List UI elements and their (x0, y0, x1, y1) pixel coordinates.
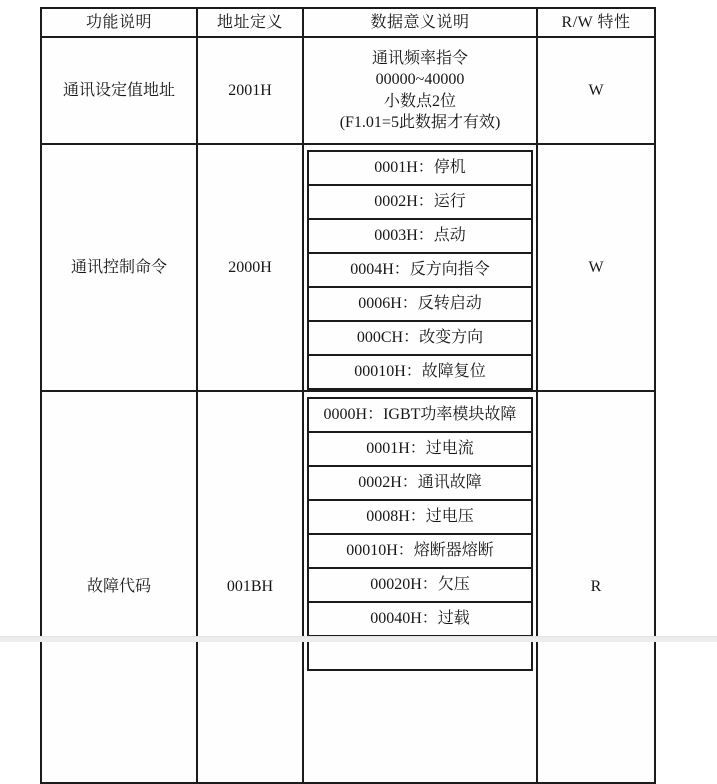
cell-address: 2001H (198, 38, 304, 143)
cell-function-name: 通讯设定值地址 (42, 38, 198, 143)
cell-rw-flag: R (590, 578, 602, 595)
header-function: 功能说明 (42, 9, 198, 36)
sub-row: 00020H：欠压 (307, 567, 533, 603)
sub-row: 000CH：改变方向 (307, 320, 533, 356)
data-line: (F1.01=5此数据才有效) (339, 114, 501, 131)
sub-row: 0003H：点动 (307, 218, 533, 254)
cell-data-meaning (304, 38, 538, 143)
data-line: 00000~40000 (375, 71, 465, 88)
sub-row: 0001H：过电流 (307, 431, 533, 467)
sub-row: 0001H：停机 (307, 150, 533, 186)
sub-row: 0008H：过电压 (307, 499, 533, 535)
table-header-row (42, 9, 654, 38)
row-comm-control-command (42, 145, 654, 392)
sub-row: 00010H：熔断器熔断 (307, 533, 533, 569)
cell-address: 2000H (198, 145, 304, 390)
data-line: 小数点2位 (383, 92, 456, 110)
header-address: 地址定义 (198, 9, 304, 36)
cell-data-meaning (304, 392, 538, 782)
sub-row: 00010H：故障复位 (307, 354, 533, 390)
header-data-meaning: 数据意义说明 (304, 9, 538, 36)
cell-address: 001BH (198, 392, 304, 782)
cell-function-name: 故障代码 (42, 392, 198, 782)
register-table (40, 7, 656, 784)
sub-row: 0000H：IGBT功率模块故障 (307, 397, 533, 433)
sub-row: 0002H：运行 (307, 184, 533, 220)
cell-rw-flag: W (588, 258, 604, 276)
page-bottom-edge (0, 636, 717, 642)
sub-row: 0004H：反方向指令 (307, 252, 533, 288)
sub-row: 00040H：过载 (307, 601, 533, 637)
cell-function-name: 通讯控制命令 (42, 145, 198, 390)
row-comm-set-value (42, 38, 654, 145)
cell-rw-flag: W (588, 81, 604, 99)
header-rw: R/W 特性 (561, 13, 631, 31)
cell-data-meaning (304, 145, 538, 390)
row-fault-code (42, 392, 654, 782)
sub-row: 0002H：通讯故障 (307, 465, 533, 501)
data-line: 通讯频率指令 (371, 49, 468, 67)
sub-row: 0006H：反转启动 (307, 286, 533, 322)
